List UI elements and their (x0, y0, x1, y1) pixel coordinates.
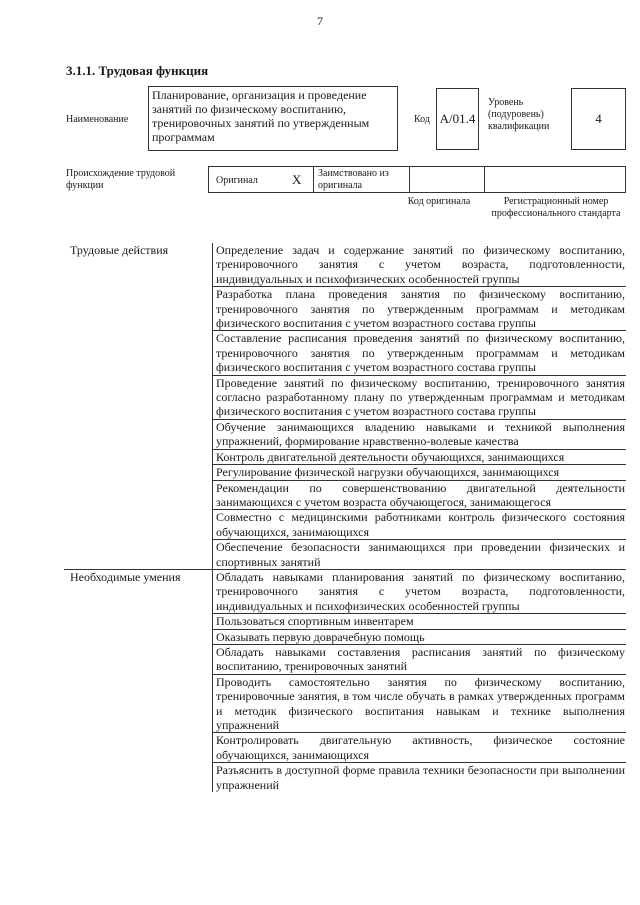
level-value: 4 (571, 88, 626, 150)
list-item: Обеспечение безопасности занимающихся при проведении физических и спортивных занятий (216, 540, 625, 569)
list-item: Обладать навыками составления расписания занятий по физическому воспитанию, тренировочных занятий (213, 645, 626, 675)
list-item: Оказывать первую доврачебную помощь (213, 630, 626, 645)
required-skills-label: Необходимые умения (70, 569, 181, 584)
origin-divider (409, 166, 410, 193)
origin-divider (313, 166, 314, 193)
list-item: Регулирование физической нагрузки обучающихся, занимающихся (213, 465, 626, 480)
required-skills-list (212, 570, 626, 792)
code-original-caption: Код оригинала (407, 196, 471, 207)
origin-label: Происхождение трудовой функции (66, 168, 176, 191)
origin-table (208, 166, 626, 193)
list-item: Обучение занимающихся владению навыками и техникой выполнения упражнений, формирование нравственно-волевые качества (213, 420, 626, 450)
original-label: Оригинал (216, 175, 258, 186)
list-item: Составление расписания проведения занятий по физическому воспитанию, тренировочного занятия по утвержденным программам и методикам физического воспитания с учетом возрастного состава группы (213, 331, 626, 375)
reg-number-caption: Регистрационный номер профессионального стандарта (491, 196, 621, 219)
borrowed-label: Заимствовано из оригинала (318, 168, 389, 191)
list-item: Разъяснить в доступной форме правила техники безопасности при выполнении упражнений (216, 763, 625, 792)
labor-actions-list (212, 243, 626, 569)
list-item: Контролировать двигательную активность, физическое состояние обучающихся, занимающихся (213, 733, 626, 763)
function-table (64, 243, 626, 792)
code-label: Код (414, 114, 430, 125)
page-number: 7 (317, 14, 323, 28)
list-item: Определение задач и содержание занятий по физическому воспитанию, тренировочного занятия с учетом возраста, подготовленности, индивидуальных и психофизических особенностей группы (213, 243, 626, 287)
list-item: Разработка плана проведения занятия по физическому воспитанию, тренировочного занятия по утвержденным программам и методикам физического воспитания с учетом возрастного состава группы (213, 287, 626, 331)
list-item: Проводить самостоятельно занятия по физическому воспитанию, тренировочные занятия, в том числе обучать в рамках утвержденных программ и методик физического воспитания навыкам и технике выполнения упражнений (213, 675, 626, 734)
origin-divider (484, 166, 485, 193)
code-value: A/01.4 (436, 88, 479, 150)
list-item: Контроль двигательной деятельности обучающихся, занимающихся (213, 450, 626, 465)
list-item: Пользоваться спортивным инвентарем (213, 614, 626, 629)
section-title: 3.1.1. Трудовая функция (66, 63, 209, 78)
function-name-box: Планирование, организация и проведение занятий по физическому воспитанию, тренировочных занятий по утвержденным программам (148, 86, 398, 151)
list-item: Совместно с медицинскими работниками контроль физического состояния обучающихся, занимающихся (213, 510, 626, 540)
original-mark: X (292, 172, 302, 187)
list-item: Проведение занятий по физическому воспитанию, тренировочного занятия согласно разработанному плану по утвержденным программам и методикам физического воспитания с учетом возрастного состава группы (213, 376, 626, 420)
list-item: Обладать навыками планирования занятий по физическому воспитанию, тренировочного занятия с учетом возраста, подготовленности, индивидуальных и психофизических особенностей группы (213, 570, 626, 614)
labor-actions-label: Трудовые действия (70, 243, 169, 257)
level-label: Уровень (подуровень) квалификации (488, 97, 550, 132)
name-label: Наименование (66, 114, 129, 125)
list-item: Рекомендации по совершенствованию двигательной деятельности занимающихся с учетом возраста обучающегося, занимающегося (213, 481, 626, 511)
